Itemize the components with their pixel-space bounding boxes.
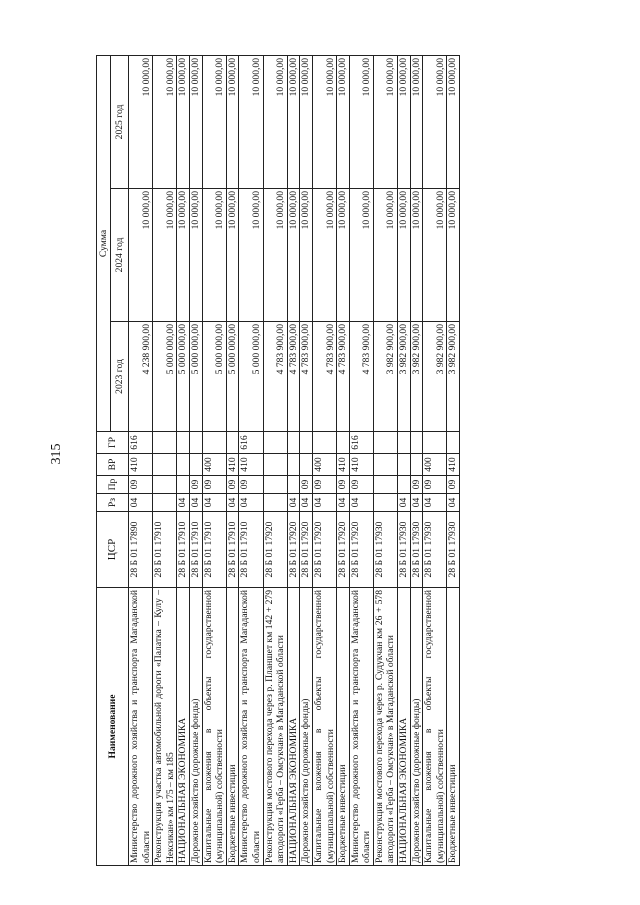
row-vr: 410 xyxy=(239,454,263,476)
page-number: 315 xyxy=(49,443,64,465)
header-2023: 2023 год xyxy=(111,322,129,432)
row-csr: 28 Б 01 17920 xyxy=(300,512,313,588)
row-vr xyxy=(287,454,300,476)
row-csr: 28 Б 01 17920 xyxy=(287,512,300,588)
row-2024: 10 000,00 xyxy=(447,189,460,322)
table-row xyxy=(202,55,226,865)
row-csr: 28 Б 01 17910 xyxy=(239,512,263,588)
row-vr xyxy=(153,454,177,476)
row-2023: 4 783 900,00 xyxy=(300,322,313,432)
row-rz: 04 xyxy=(349,494,373,512)
header-csr: ЦСР xyxy=(97,512,129,588)
row-pr: 09 xyxy=(226,476,239,494)
row-rz: 04 xyxy=(239,494,263,512)
row-csr: 28 Б 01 17910 xyxy=(226,512,239,588)
row-rz: 04 xyxy=(226,494,239,512)
table-row xyxy=(226,55,239,865)
row-2023: 4 783 900,00 xyxy=(287,322,300,432)
row-2023: 5 000 000,00 xyxy=(189,322,202,432)
row-csr: 28 Б 01 17890 xyxy=(129,512,153,588)
row-vr xyxy=(300,454,313,476)
row-2025: 10 000,00 xyxy=(263,55,287,188)
row-2023: 3 982 900,00 xyxy=(410,322,423,432)
row-vr: 410 xyxy=(447,454,460,476)
row-gr xyxy=(287,432,300,454)
row-gr xyxy=(226,432,239,454)
row-pr: 09 xyxy=(447,476,460,494)
row-rz: 04 xyxy=(202,494,226,512)
row-2023: 4 783 900,00 xyxy=(337,322,350,432)
row-name: Капитальные вложения в объекты государственной (муниципальной) собственности xyxy=(202,588,226,866)
row-2025: 10 000,00 xyxy=(373,55,397,188)
row-rz: 04 xyxy=(410,494,423,512)
row-csr: 28 Б 01 17930 xyxy=(398,512,411,588)
header-vr: ВР xyxy=(97,454,129,476)
table-row xyxy=(287,55,300,865)
table-row xyxy=(129,55,153,865)
row-2023: 5 000 000,00 xyxy=(153,322,177,432)
row-vr xyxy=(398,454,411,476)
row-2024: 10 000,00 xyxy=(153,189,177,322)
row-2025: 10 000,00 xyxy=(189,55,202,188)
row-2023: 4 238 900,00 xyxy=(129,322,153,432)
row-vr: 410 xyxy=(337,454,350,476)
row-rz: 04 xyxy=(423,494,447,512)
row-pr: 09 xyxy=(129,476,153,494)
row-gr xyxy=(202,432,226,454)
row-2025: 10 000,00 xyxy=(287,55,300,188)
rotated-table-wrapper xyxy=(96,56,556,866)
row-name: Капитальные вложения в объекты государственной (муниципальной) собственности xyxy=(312,588,336,866)
row-name: Реконструкция участка автомобильной дороги «Палатка – Кулу – Нексикан» км 175 – км 185 xyxy=(153,588,177,866)
table-row xyxy=(423,55,447,865)
header-pr: Пр xyxy=(97,476,129,494)
row-vr: 400 xyxy=(312,454,336,476)
row-rz: 04 xyxy=(312,494,336,512)
row-vr: 410 xyxy=(226,454,239,476)
row-gr xyxy=(189,432,202,454)
row-name: Бюджетные инвестиции xyxy=(447,588,460,866)
row-name: Министерство дорожного хозяйства и транспорта Магаданской области xyxy=(239,588,263,866)
row-name: НАЦИОНАЛЬНАЯ ЭКОНОМИКА xyxy=(287,588,300,866)
row-pr: 09 xyxy=(423,476,447,494)
row-2023: 5 000 000,00 xyxy=(239,322,263,432)
row-2024: 10 000,00 xyxy=(263,189,287,322)
row-pr xyxy=(177,476,190,494)
row-2023: 5 000 000,00 xyxy=(177,322,190,432)
row-pr: 09 xyxy=(337,476,350,494)
row-csr: 28 Б 01 17920 xyxy=(337,512,350,588)
row-gr: 616 xyxy=(239,432,263,454)
row-pr xyxy=(287,476,300,494)
row-gr xyxy=(373,432,397,454)
row-2024: 10 000,00 xyxy=(226,189,239,322)
row-vr: 400 xyxy=(423,454,447,476)
budget-table xyxy=(96,55,460,866)
row-2025: 10 000,00 xyxy=(337,55,350,188)
row-2024: 10 000,00 xyxy=(398,189,411,322)
row-rz: 04 xyxy=(129,494,153,512)
row-2025: 10 000,00 xyxy=(226,55,239,188)
table-row xyxy=(189,55,202,865)
row-2023: 5 000 000,00 xyxy=(226,322,239,432)
row-2025: 10 000,00 xyxy=(300,55,313,188)
row-2025: 10 000,00 xyxy=(153,55,177,188)
header-name: Наименование xyxy=(97,588,129,866)
row-name: Дорожное хозяйство (дорожные фонды) xyxy=(410,588,423,866)
row-gr xyxy=(177,432,190,454)
row-gr xyxy=(153,432,177,454)
table-row xyxy=(410,55,423,865)
row-2024: 10 000,00 xyxy=(300,189,313,322)
row-2024: 10 000,00 xyxy=(239,189,263,322)
row-gr xyxy=(423,432,447,454)
row-pr xyxy=(373,476,397,494)
row-gr xyxy=(337,432,350,454)
row-csr: 28 Б 01 17930 xyxy=(373,512,397,588)
table-row xyxy=(239,55,263,865)
row-2023: 4 783 900,00 xyxy=(349,322,373,432)
table-row xyxy=(312,55,336,865)
row-gr xyxy=(263,432,287,454)
row-2025: 10 000,00 xyxy=(239,55,263,188)
row-vr xyxy=(373,454,397,476)
row-2024: 10 000,00 xyxy=(287,189,300,322)
row-2023: 4 783 900,00 xyxy=(263,322,287,432)
table-row xyxy=(447,55,460,865)
row-pr: 09 xyxy=(349,476,373,494)
row-name: Министерство дорожного хозяйства и транспорта Магаданской области xyxy=(349,588,373,866)
row-csr: 28 Б 01 17910 xyxy=(202,512,226,588)
row-csr: 28 Б 01 17910 xyxy=(189,512,202,588)
header-2025: 2025 год xyxy=(111,55,129,188)
row-2025: 10 000,00 xyxy=(177,55,190,188)
row-name: НАЦИОНАЛЬНАЯ ЭКОНОМИКА xyxy=(398,588,411,866)
row-vr xyxy=(189,454,202,476)
row-2025: 10 000,00 xyxy=(423,55,447,188)
row-name: Бюджетные инвестиции xyxy=(226,588,239,866)
row-gr: 616 xyxy=(349,432,373,454)
table-body xyxy=(129,55,460,865)
row-csr: 28 Б 01 17930 xyxy=(410,512,423,588)
row-2025: 10 000,00 xyxy=(410,55,423,188)
row-2023: 3 982 900,00 xyxy=(373,322,397,432)
row-csr: 28 Б 01 17920 xyxy=(349,512,373,588)
row-gr: 616 xyxy=(129,432,153,454)
row-2023: 5 000 000,00 xyxy=(202,322,226,432)
table-row xyxy=(398,55,411,865)
row-csr: 28 Б 01 17930 xyxy=(423,512,447,588)
row-pr: 09 xyxy=(239,476,263,494)
row-vr xyxy=(410,454,423,476)
header-2024: 2024 год xyxy=(111,189,129,322)
row-2023: 3 982 900,00 xyxy=(423,322,447,432)
row-rz: 04 xyxy=(337,494,350,512)
row-name: Бюджетные инвестиции xyxy=(337,588,350,866)
row-rz: 04 xyxy=(287,494,300,512)
row-2024: 10 000,00 xyxy=(312,189,336,322)
row-csr: 28 Б 01 17910 xyxy=(177,512,190,588)
row-2023: 4 783 900,00 xyxy=(312,322,336,432)
row-2024: 10 000,00 xyxy=(410,189,423,322)
row-pr: 09 xyxy=(410,476,423,494)
row-name: Капитальные вложения в объекты государственной (муниципальной) собственности xyxy=(423,588,447,866)
row-pr: 09 xyxy=(189,476,202,494)
row-rz: 04 xyxy=(189,494,202,512)
row-name: НАЦИОНАЛЬНАЯ ЭКОНОМИКА xyxy=(177,588,190,866)
row-rz xyxy=(373,494,397,512)
row-name: Министерство дорожного хозяйства и транспорта Магаданской области xyxy=(129,588,153,866)
row-2024: 10 000,00 xyxy=(337,189,350,322)
row-2025: 10 000,00 xyxy=(129,55,153,188)
row-pr xyxy=(153,476,177,494)
row-vr xyxy=(263,454,287,476)
row-name: Реконструкция мостового перехода через р. Судукчан км 26 + 578 автодороги «Герба – Омсукчан» в Магаданской области xyxy=(373,588,397,866)
row-rz: 04 xyxy=(300,494,313,512)
table-row xyxy=(337,55,350,865)
row-pr xyxy=(263,476,287,494)
row-gr xyxy=(447,432,460,454)
row-2023: 3 982 900,00 xyxy=(398,322,411,432)
table-row xyxy=(300,55,313,865)
row-2024: 10 000,00 xyxy=(177,189,190,322)
row-2023: 3 982 900,00 xyxy=(447,322,460,432)
row-csr: 28 Б 01 17930 xyxy=(447,512,460,588)
row-rz xyxy=(263,494,287,512)
row-2024: 10 000,00 xyxy=(423,189,447,322)
row-2025: 10 000,00 xyxy=(349,55,373,188)
row-gr xyxy=(300,432,313,454)
row-rz: 04 xyxy=(398,494,411,512)
row-2024: 10 000,00 xyxy=(373,189,397,322)
table-row xyxy=(373,55,397,865)
row-csr: 28 Б 01 17920 xyxy=(312,512,336,588)
row-pr: 09 xyxy=(312,476,336,494)
row-2024: 10 000,00 xyxy=(349,189,373,322)
row-name: Дорожное хозяйство (дорожные фонды) xyxy=(300,588,313,866)
row-2024: 10 000,00 xyxy=(129,189,153,322)
row-vr xyxy=(177,454,190,476)
header-gr: ГР xyxy=(97,432,129,454)
row-gr xyxy=(410,432,423,454)
row-2025: 10 000,00 xyxy=(202,55,226,188)
row-pr: 09 xyxy=(300,476,313,494)
row-2025: 10 000,00 xyxy=(312,55,336,188)
row-2025: 10 000,00 xyxy=(398,55,411,188)
row-2024: 10 000,00 xyxy=(189,189,202,322)
row-vr: 400 xyxy=(202,454,226,476)
row-pr: 09 xyxy=(202,476,226,494)
table-row xyxy=(153,55,177,865)
row-gr xyxy=(312,432,336,454)
table-row xyxy=(177,55,190,865)
row-2025: 10 000,00 xyxy=(447,55,460,188)
row-pr xyxy=(398,476,411,494)
row-csr: 28 Б 01 17910 xyxy=(153,512,177,588)
row-name: Реконструкция мостового перехода через р. Планшет км 142 + 279 автодороги «Герба – Омсукчан» в Магаданской области xyxy=(263,588,287,866)
table-row xyxy=(263,55,287,865)
row-rz: 04 xyxy=(177,494,190,512)
row-vr: 410 xyxy=(129,454,153,476)
row-2024: 10 000,00 xyxy=(202,189,226,322)
row-vr: 410 xyxy=(349,454,373,476)
row-rz: 04 xyxy=(447,494,460,512)
table-row xyxy=(349,55,373,865)
header-rz: Рз xyxy=(97,494,129,512)
row-gr xyxy=(398,432,411,454)
row-name: Дорожное хозяйство (дорожные фонды) xyxy=(189,588,202,866)
row-rz xyxy=(153,494,177,512)
row-csr: 28 Б 01 17920 xyxy=(263,512,287,588)
header-sum: Сумма xyxy=(97,55,111,431)
